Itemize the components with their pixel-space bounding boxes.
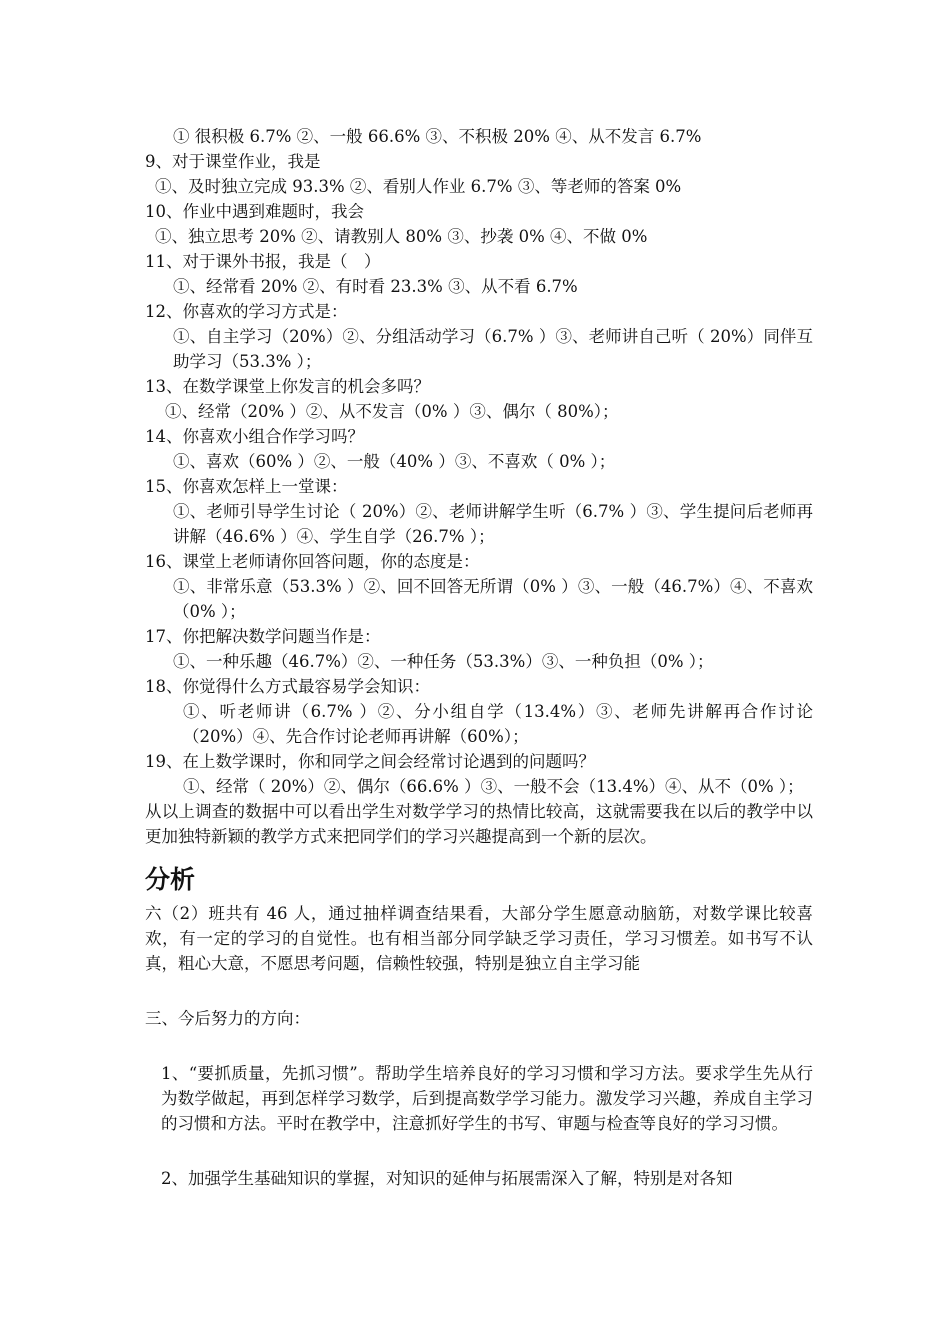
analysis-body: 六（2）班共有 46 人，通过抽样调查结果看，大部分学生愿意动脑筋，对数学课比较喜欢，有一定的学习的自觉性。也有相当部分同学缺乏学习责任，学习习惯差。如书写不认真，粗心大意，不愿思考问题，信赖性较强，特别是独立自主学习能 bbox=[145, 904, 813, 973]
q11-title: 11、对于课外书报，我是（ ） bbox=[145, 252, 381, 271]
q10-title: 10、作业中遇到难题时，我会 bbox=[145, 202, 364, 221]
q15-options: ①、老师引导学生讨论（ 20%）②、老师讲解学生听（6.7% ）③、学生提问后老师再讲解（46.6% ）④、学生自学（26.7% ）； bbox=[173, 502, 813, 546]
document-page bbox=[145, 124, 813, 1191]
direction-point-1: 1、“要抓质量，先抓习惯”。帮助学生培养良好的学习习惯和学习方法。要求学生先从行为数学做起，再到怎样学习数学，后到提高数学学习能力。激发学习兴趣，养成自主学习的习惯和方法。平时在教学中，注意抓好学生的书写、审题与检查等良好的学习习惯。 bbox=[161, 1064, 813, 1133]
analysis-heading: 分析 bbox=[145, 865, 196, 894]
q18-title: 18、你觉得什么方式最容易学会知识： bbox=[145, 677, 430, 696]
q13-title: 13、在数学课堂上你发言的机会多吗？ bbox=[145, 377, 430, 396]
q16-options: ①、非常乐意（53.3% ）②、回不回答无所谓（0% ）③、一般（46.7%）④、不喜欢（0% ）； bbox=[173, 577, 813, 621]
q9-options: ①、及时独立完成 93.3% ②、看别人作业 6.7% ③、等老师的答案 0% bbox=[155, 177, 682, 196]
survey-conclusion: 从以上调查的数据中可以看出学生对数学学习的热情比较高，这就需要我在以后的教学中以更加独特新颖的教学方式来把同学们的学习兴趣提高到一个新的层次。 bbox=[145, 802, 813, 846]
q16-title: 16、课堂上老师请你回答问题，你的态度是： bbox=[145, 552, 480, 571]
q13-options: ①、经常（20% ）②、从不发言（0% ）③、偶尔（ 80%）； bbox=[165, 402, 619, 421]
spacer bbox=[145, 1136, 813, 1166]
q11-options: ①、经常看 20% ②、有时看 23.3% ③、从不看 6.7% bbox=[173, 277, 578, 296]
q18-options: ①、听老师讲（6.7% ）②、分小组自学（13.4%）③、老师先讲解再合作讨论（20%）④、先合作讨论老师再讲解（60%）； bbox=[183, 702, 813, 746]
q9-title: 9、对于课堂作业，我是 bbox=[145, 152, 321, 171]
spacer bbox=[145, 976, 813, 1006]
q15-title: 15、你喜欢怎样上一堂课： bbox=[145, 477, 348, 496]
q14-title: 14、你喜欢小组合作学习吗？ bbox=[145, 427, 364, 446]
q10-options: ①、独立思考 20% ②、请教别人 80% ③、抄袭 0% ④、不做 0% bbox=[155, 227, 648, 246]
q12-options: ①、自主学习（20%）②、分组活动学习（6.7% ）③、老师讲自己听（ 20%）同伴互助学习（53.3% ）； bbox=[173, 327, 813, 371]
q14-options: ①、喜欢（60% ）②、一般（40% ）③、不喜欢（ 0% ）； bbox=[173, 452, 616, 471]
q17-title: 17、你把解决数学问题当作是： bbox=[145, 627, 381, 646]
q19-title: 19、在上数学课时，你和同学之间会经常讨论遇到的问题吗？ bbox=[145, 752, 595, 771]
q19-options: ①、经常（ 20%）②、偶尔（66.6% ）③、一般不会（13.4%）④、从不（0% ）； bbox=[183, 777, 804, 796]
direction-point-2: 2、加强学生基础知识的掌握，对知识的延伸与拓展需深入了解，特别是对各知 bbox=[161, 1169, 733, 1188]
q12-title: 12、你喜欢的学习方式是： bbox=[145, 302, 348, 321]
spacer bbox=[145, 1031, 813, 1061]
q17-options: ①、一种乐趣（46.7%）②、一种任务（53.3%）③、一种负担（0% ）； bbox=[173, 652, 714, 671]
direction-heading: 三、今后努力的方向： bbox=[145, 1009, 310, 1028]
q8-options: ① 很积极 6.7% ②、一般 66.6% ③、不积极 20% ④、从不发言 6.7% bbox=[173, 127, 702, 146]
